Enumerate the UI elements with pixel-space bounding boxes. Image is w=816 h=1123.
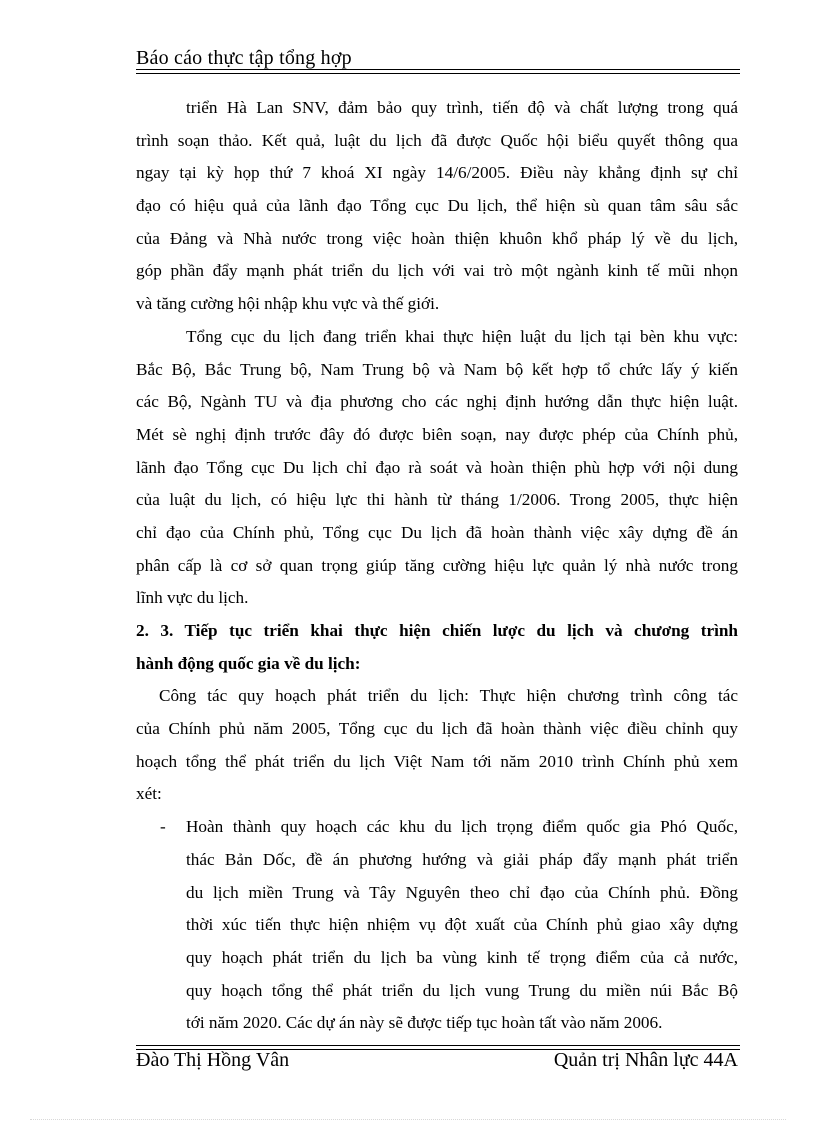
text-line: Công tác quy hoạch phát triển du lịch: Thực hiện chương trình công tác xyxy=(159,686,738,706)
document-body xyxy=(136,92,738,1040)
text-line: và tăng cường hội nhập khu vực và thế giới. xyxy=(136,294,440,314)
text-line: lãnh đạo Tổng cục Du lịch chỉ đạo rà soát và hoàn thiện phù hợp với nội dung xyxy=(136,457,738,477)
text-line: du lịch miền Trung và Tây Nguyên theo chỉ đạo của Chính phủ. Đồng xyxy=(186,882,738,902)
paragraph-3 xyxy=(136,680,738,811)
heading-line: hành động quốc gia về du lịch: xyxy=(136,653,361,673)
text-line: trình soạn thảo. Kết quả, luật du lịch đã được Quốc hội biểu quyết thông qua xyxy=(136,130,738,150)
text-line: góp phần đẩy mạnh phát triển du lịch với vai trò một ngành kinh tế mũi nhọn xyxy=(136,261,738,281)
text-line: xét: xyxy=(136,784,162,804)
text-line: Tổng cục du lịch đang triển khai thực hiện luật du lịch tại bèn khu vực: xyxy=(186,326,738,346)
text-line: triển Hà Lan SNV, đảm bảo quy trình, tiến độ và chất lượng trong quá xyxy=(186,98,738,117)
paragraph-2 xyxy=(136,321,738,615)
text-line: của Đảng và Nhà nước trong việc hoàn thiện khuôn khổ pháp lý về du lịch, xyxy=(136,228,738,248)
footer-class: Quản trị Nhân lực 44A xyxy=(553,1049,738,1071)
footer-author: Đào Thị Hồng Vân xyxy=(136,1049,290,1071)
text-line: Hoàn thành quy hoạch các khu du lịch trọng điểm quốc gia Phó Quốc, xyxy=(186,817,738,837)
text-line: thời xúc tiến thực hiện nhiệm vụ đột xuất của Chính phủ giao xây dựng xyxy=(186,915,738,935)
header-rule-top xyxy=(136,69,740,70)
text-line: chỉ đạo của Chính phủ, Tổng cục Du lịch đã hoàn thành việc xây dựng đề án xyxy=(136,522,738,542)
page-edge xyxy=(30,1119,786,1120)
bullet-item xyxy=(136,811,738,1040)
text-line: thác Bản Dốc, đề án phương hướng và giải pháp đẩy mạnh phát triển xyxy=(186,849,738,869)
text-line: ngay tại kỳ họp thứ 7 khoá XI ngày 14/6/2005. Điều này khẳng định sự chỉ xyxy=(136,163,738,183)
section-heading xyxy=(136,615,738,680)
text-line: các Bộ, Ngành TU và địa phương cho các nghị định hướng dẫn thực hiện luật. xyxy=(136,392,738,412)
page-header-title: Báo cáo thực tập tổng hợp xyxy=(136,47,352,69)
heading-line: 2. 3. Tiếp tục triển khai thực hiện chiến lược du lịch và chương trình xyxy=(136,621,738,640)
text-line: quy hoạch tổng thể phát triển du lịch vung Trung du miền núi Bắc Bộ xyxy=(186,980,738,1000)
text-line: của luật du lịch, có hiệu lực thi hành từ tháng 1/2006. Trong 2005, thực hiện xyxy=(136,490,738,510)
text-line: lĩnh vực du lịch. xyxy=(136,588,249,608)
bullet-dash: - xyxy=(160,817,166,837)
text-line: quy hoạch phát triển du lịch ba vùng kinh tế trọng điểm của cả nước, xyxy=(186,947,738,967)
footer-rule-top xyxy=(136,1045,740,1046)
text-line: tới năm 2020. Các dự án này sẽ được tiếp tục hoàn tất vào năm 2006. xyxy=(186,1013,663,1033)
text-line: hoạch tổng thể phát triển du lịch Việt Nam tới năm 2010 trình Chính phủ xem xyxy=(136,751,738,771)
text-line: của Chính phủ năm 2005, Tổng cục du lịch đã hoàn thành việc điều chỉnh quy xyxy=(136,719,738,739)
paragraph-1 xyxy=(136,92,738,321)
text-line: Mét sè nghị định trước đây đó được biên soạn, nay được phép của Chính phủ, xyxy=(136,424,738,444)
text-line: đạo có hiệu quả của lãnh đạo Tổng cục Du lịch, thể hiện sù quan tâm sâu sắc xyxy=(136,196,738,216)
header-rule-bottom xyxy=(136,73,740,74)
text-line: Bắc Bộ, Bắc Trung bộ, Nam Trung bộ và Nam bộ kết hợp tổ chức lấy ý kiến xyxy=(136,359,738,379)
text-line: phân cấp là cơ sở quan trọng giúp tăng cường hiệu lực quản lý nhà nước trong xyxy=(136,555,738,575)
